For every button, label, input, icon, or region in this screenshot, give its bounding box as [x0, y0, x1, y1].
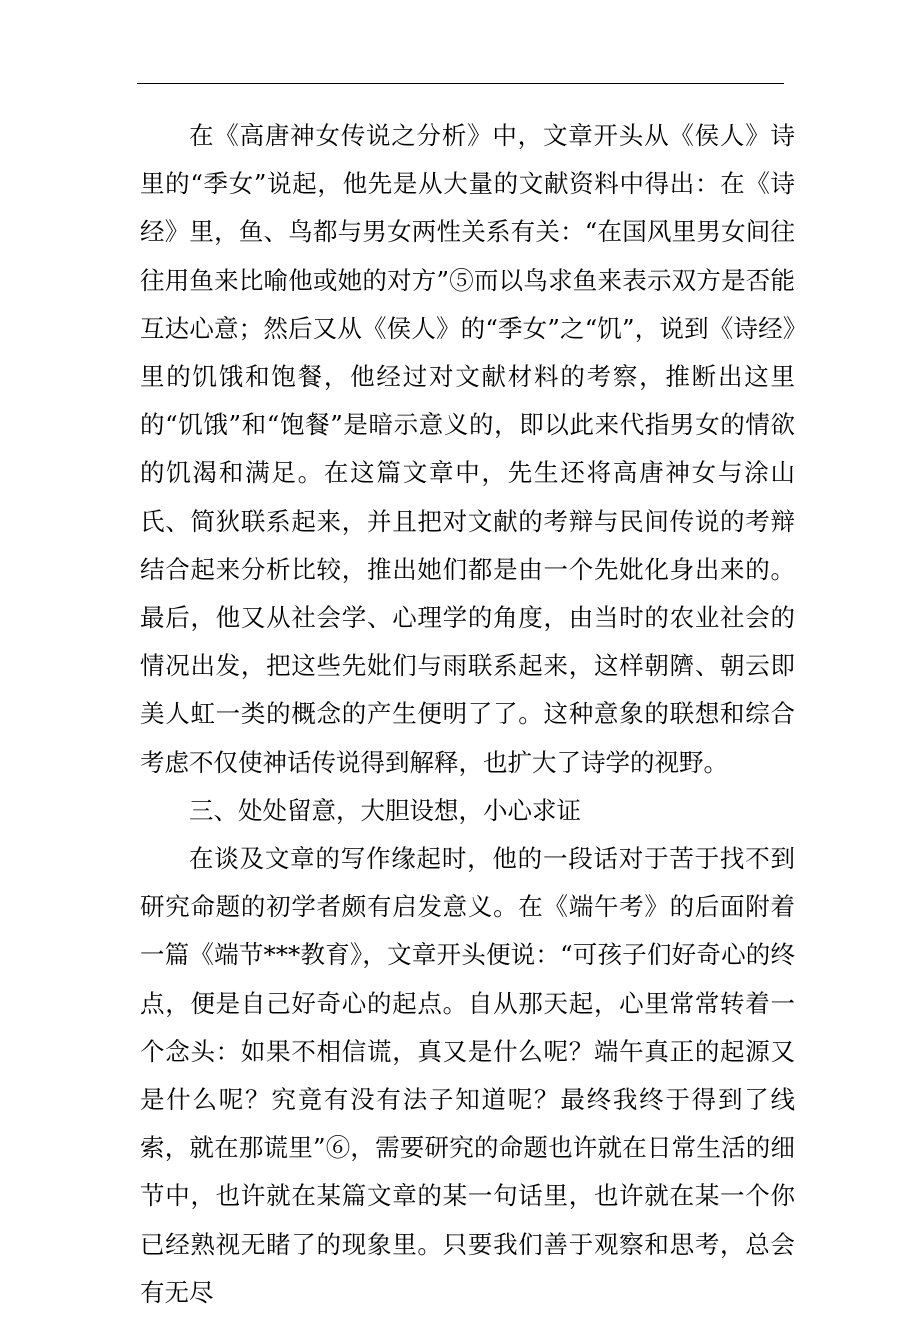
document-body	[140, 112, 795, 1317]
header-rule	[137, 83, 784, 84]
section-heading: 三、处处留意，大胆设想，小心求证	[189, 795, 581, 825]
paragraph-writing-origin: 在谈及文章的写作缘起时，他的一段话对于苦于找不到研究命题的初学者颇有启发意义。在《端午考》的后面附着一篇《端节***教育》，文章开头便说：“可孩子们好奇心的终点，便是自己好奇心的起点。自从那天起，心里常常转着一个念头：如果不相信谎，真又是什么呢？端午真正的起源又是什么呢？究竟有没有法子知道呢？最终我终于得到了线索，就在那谎里”⑥，需要研究的命题也许就在日常生活的细节中，也许就在某篇文章的某一句话里，也许就在某一个你已经熟视无睹了的现象里。只要我们善于观察和思考，总会有无尽	[140, 844, 795, 1307]
paragraph-gaotang-analysis: 在《高唐神女传说之分析》中，文章开头从《侯人》诗里的“季女”说起，他先是从大量的文献资料中得出：在《诗经》里，鱼、鸟都与男女两性关系有关：“在国风里男女间往往用鱼来比喻他或她的对方”⑤而以鸟求鱼来表示双方是否能互达心意；然后又从《侯人》的“季女”之“饥”，说到《诗经》里的饥饿和饱餐，他经过对文献材料的考察，推断出这里的“饥饿”和“饱餐”是暗示意义的，即以此来代指男女的情欲的饥渴和满足。在这篇文章中，先生还将高唐神女与涂山氏、简狄联系起来，并且把对文献的考辩与民间传说的考辩结合起来分析比较，推出她们都是由一个先妣化身出来的。最后，他又从社会学、心理学的角度，由当时的农业社会的情况出发，把这些先妣们与雨联系起来，这样朝隮、朝云即美人虹一类的概念的产生便明了了。这种意象的联想和综合考虑不仅使神话传说得到解释，也扩大了诗学的视野。	[140, 121, 795, 777]
